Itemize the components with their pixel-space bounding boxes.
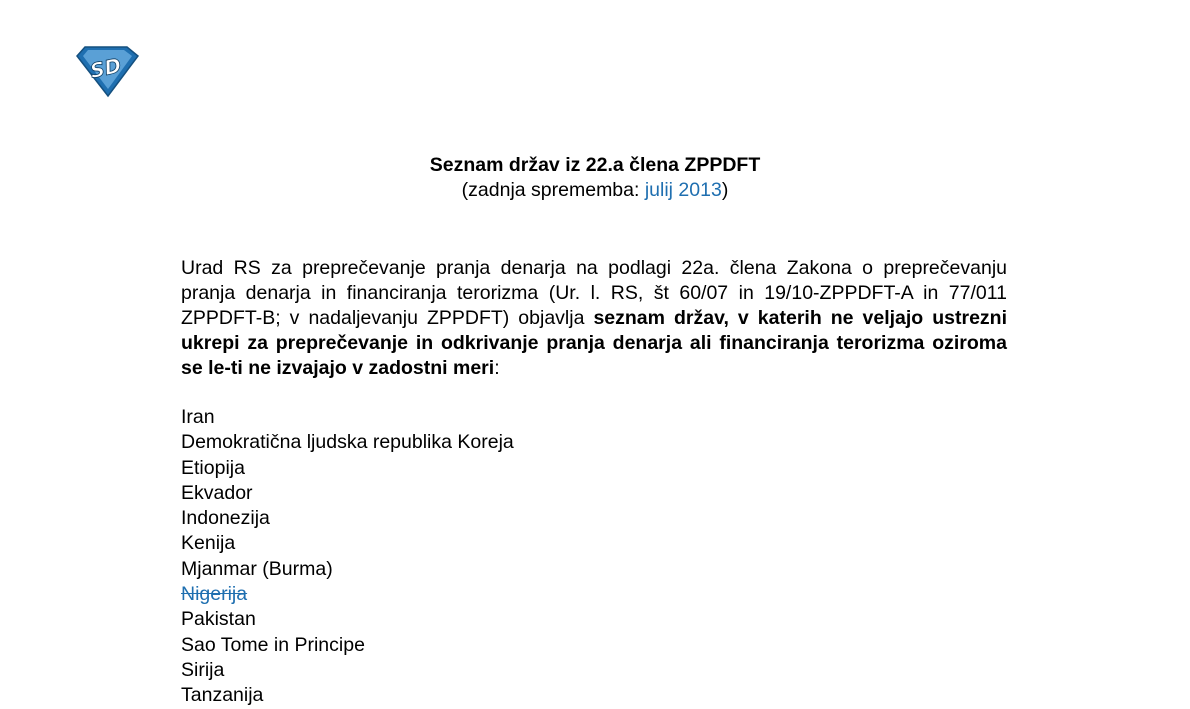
country-item: Sao Tome in Principe [181,633,365,656]
subtitle-suffix: ) [721,179,729,201]
country-item: Iran [181,406,215,428]
country-item: Etiopija [181,456,245,479]
last-change-date: julij 2013 [644,179,722,201]
country-item: Tanzanija [181,684,264,707]
intro-bold-text: seznam držav, v katerih ne veljajo ustrezni ukrepi za preprečevanje in odkrivanje pranja denarja ali financiranja terorizma oziroma se le-ti ne izvajajo v zadostni meri [181,307,1007,379]
country-item: Kenija [181,532,236,555]
document-subtitle [0,178,1190,203]
country-list [181,405,514,709]
intro-paragraph [181,256,1007,381]
country-item: Demokratična ljudska republika Koreja [181,431,514,454]
document-header [0,153,1190,203]
intro-text: Urad RS za preprečevanje pranja denarja na podlagi 22a. člena Zakona o preprečevanju pranja denarja in financiranja terorizma (Ur. l. RS, št 60/07 in 19/10-ZPPDFT-A in 77/011 ZPPDFT-B; v nadaljevanju ZPPDFT) objavlja [181,257,1007,329]
country-item-removed: Nigerija [181,583,248,606]
subtitle-prefix: (zadnja sprememba: [461,179,645,201]
intro-suffix: : [494,357,500,379]
country-item: Pakistan [181,608,256,631]
country-item: Indonezija [181,507,270,530]
svg-text:SD: SD [87,53,124,84]
country-item: Ekvador [181,481,253,504]
document-title: Seznam držav iz 22.a člena ZPPDFT [429,154,761,176]
country-item: Sirija [181,658,225,681]
country-item: Mjanmar (Burma) [181,557,333,580]
sd-logo [71,44,141,98]
